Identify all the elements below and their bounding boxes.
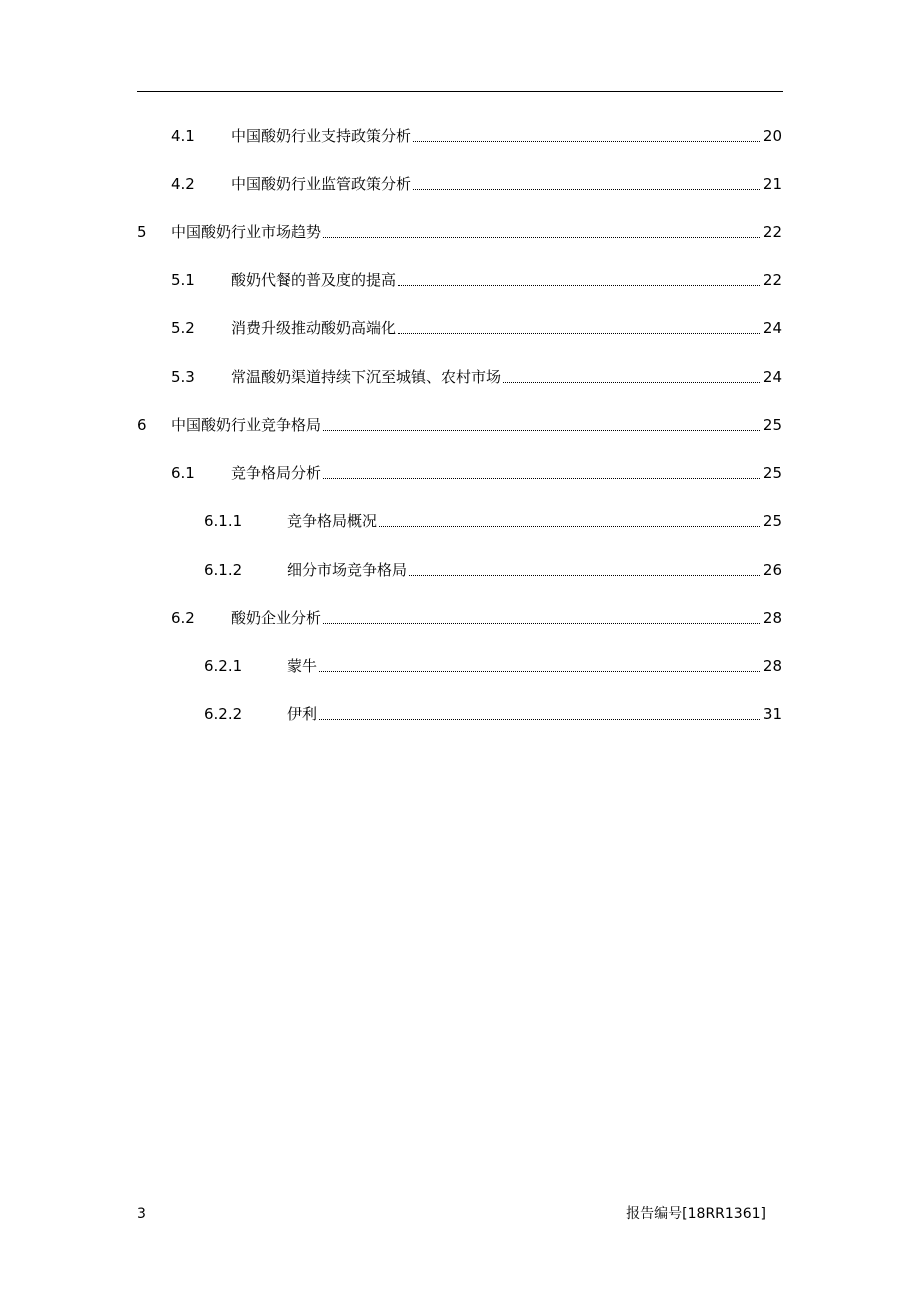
toc-entry-5-2[interactable] [0, 316, 920, 340]
toc-entry-body [287, 654, 782, 678]
toc-dot-leader [398, 333, 760, 334]
toc-entry-number: 4.1 [171, 127, 195, 145]
toc-entry-number: 5.3 [171, 368, 195, 386]
toc-entry-body [231, 606, 782, 630]
toc-entry-4-1[interactable] [0, 124, 920, 148]
toc-entry-5-3[interactable] [0, 365, 920, 389]
toc-dot-leader [413, 189, 760, 190]
toc-entry-number: 6 [137, 416, 147, 434]
toc-entry-title: 中国酸奶行业监管政策分析 [231, 175, 412, 193]
toc-dot-leader [409, 575, 760, 576]
toc-dot-leader [503, 382, 760, 383]
toc-entry-title: 常温酸奶渠道持续下沉至城镇、农村市场 [231, 368, 502, 386]
toc-entry-number: 6.1 [171, 464, 195, 482]
toc-entry-body [231, 124, 782, 148]
toc-dot-leader [319, 719, 760, 720]
toc-entry-6-1[interactable] [0, 461, 920, 485]
toc-entry-number: 6.2.1 [204, 657, 243, 675]
toc-entry-page: 24 [762, 319, 782, 337]
toc-entry-body [171, 220, 782, 244]
toc-entry-title: 伊利 [287, 705, 318, 723]
toc-entry-6-2-1[interactable] [0, 654, 920, 678]
toc-entry-number: 5.1 [171, 271, 195, 289]
toc-dot-leader [323, 623, 760, 624]
toc-dot-leader [379, 526, 760, 527]
toc-entry-title: 竞争格局分析 [231, 464, 322, 482]
toc-entry-body [287, 509, 782, 533]
toc-entry-body [231, 316, 782, 340]
toc-dot-leader [319, 671, 760, 672]
footer-report-id: 报告编号[18RR1361] [626, 1206, 766, 1222]
toc-entry-title: 竞争格局概况 [287, 512, 378, 530]
toc-entry-title: 蒙牛 [287, 657, 318, 675]
toc-entry-body [231, 268, 782, 292]
toc-entry-6-2[interactable] [0, 606, 920, 630]
toc-entry-title: 酸奶企业分析 [231, 609, 322, 627]
toc-entry-page: 25 [762, 512, 782, 530]
toc-entry-number: 6.2.2 [204, 705, 243, 723]
toc-entry-body [231, 461, 782, 485]
toc-entry-page: 25 [762, 416, 782, 434]
header-rule [137, 91, 783, 92]
toc-entry-page: 22 [762, 271, 782, 289]
toc-dot-leader [413, 141, 760, 142]
toc-entry-page: 28 [762, 609, 782, 627]
toc-dot-leader [323, 478, 760, 479]
toc-entry-title: 中国酸奶行业市场趋势 [171, 223, 322, 241]
toc-entry-number: 5 [137, 223, 147, 241]
toc-entry-body [231, 365, 782, 389]
toc-entry-number: 6.1.2 [204, 561, 243, 579]
toc-entry-title: 中国酸奶行业竞争格局 [171, 416, 322, 434]
toc-entry-5-1[interactable] [0, 268, 920, 292]
toc-entry-6-2-2[interactable] [0, 702, 920, 726]
toc-entry-title: 中国酸奶行业支持政策分析 [231, 127, 412, 145]
toc-entry-page: 24 [762, 368, 782, 386]
toc-dot-leader [323, 430, 760, 431]
toc-entry-number: 5.2 [171, 319, 195, 337]
toc-entry-number: 6.1.1 [204, 512, 243, 530]
toc-entry-6-1-1[interactable] [0, 509, 920, 533]
toc-entry-title: 酸奶代餐的普及度的提高 [231, 271, 397, 289]
toc-dot-leader [323, 237, 760, 238]
toc-entry-page: 31 [762, 705, 782, 723]
toc-entry-page: 28 [762, 657, 782, 675]
footer-page-number: 3 [137, 1206, 146, 1222]
toc-entry-6-1-2[interactable] [0, 558, 920, 582]
toc-entry-body [287, 558, 782, 582]
toc-entry-page: 25 [762, 464, 782, 482]
toc-entry-5[interactable] [0, 220, 920, 244]
toc-entry-page: 26 [762, 561, 782, 579]
toc-entry-number: 6.2 [171, 609, 195, 627]
page-footer [0, 1203, 920, 1225]
toc-entry-body [287, 702, 782, 726]
toc-entry-title: 消费升级推动酸奶高端化 [231, 319, 397, 337]
toc-entry-number: 4.2 [171, 175, 195, 193]
toc-entry-4-2[interactable] [0, 172, 920, 196]
toc-entry-page: 21 [762, 175, 782, 193]
toc-entry-body [171, 413, 782, 437]
toc-entry-page: 20 [762, 127, 782, 145]
toc-entry-page: 22 [762, 223, 782, 241]
toc-dot-leader [398, 285, 760, 286]
toc-entry-body [231, 172, 782, 196]
toc-entry-6[interactable] [0, 413, 920, 437]
toc-entry-title: 细分市场竞争格局 [287, 561, 408, 579]
